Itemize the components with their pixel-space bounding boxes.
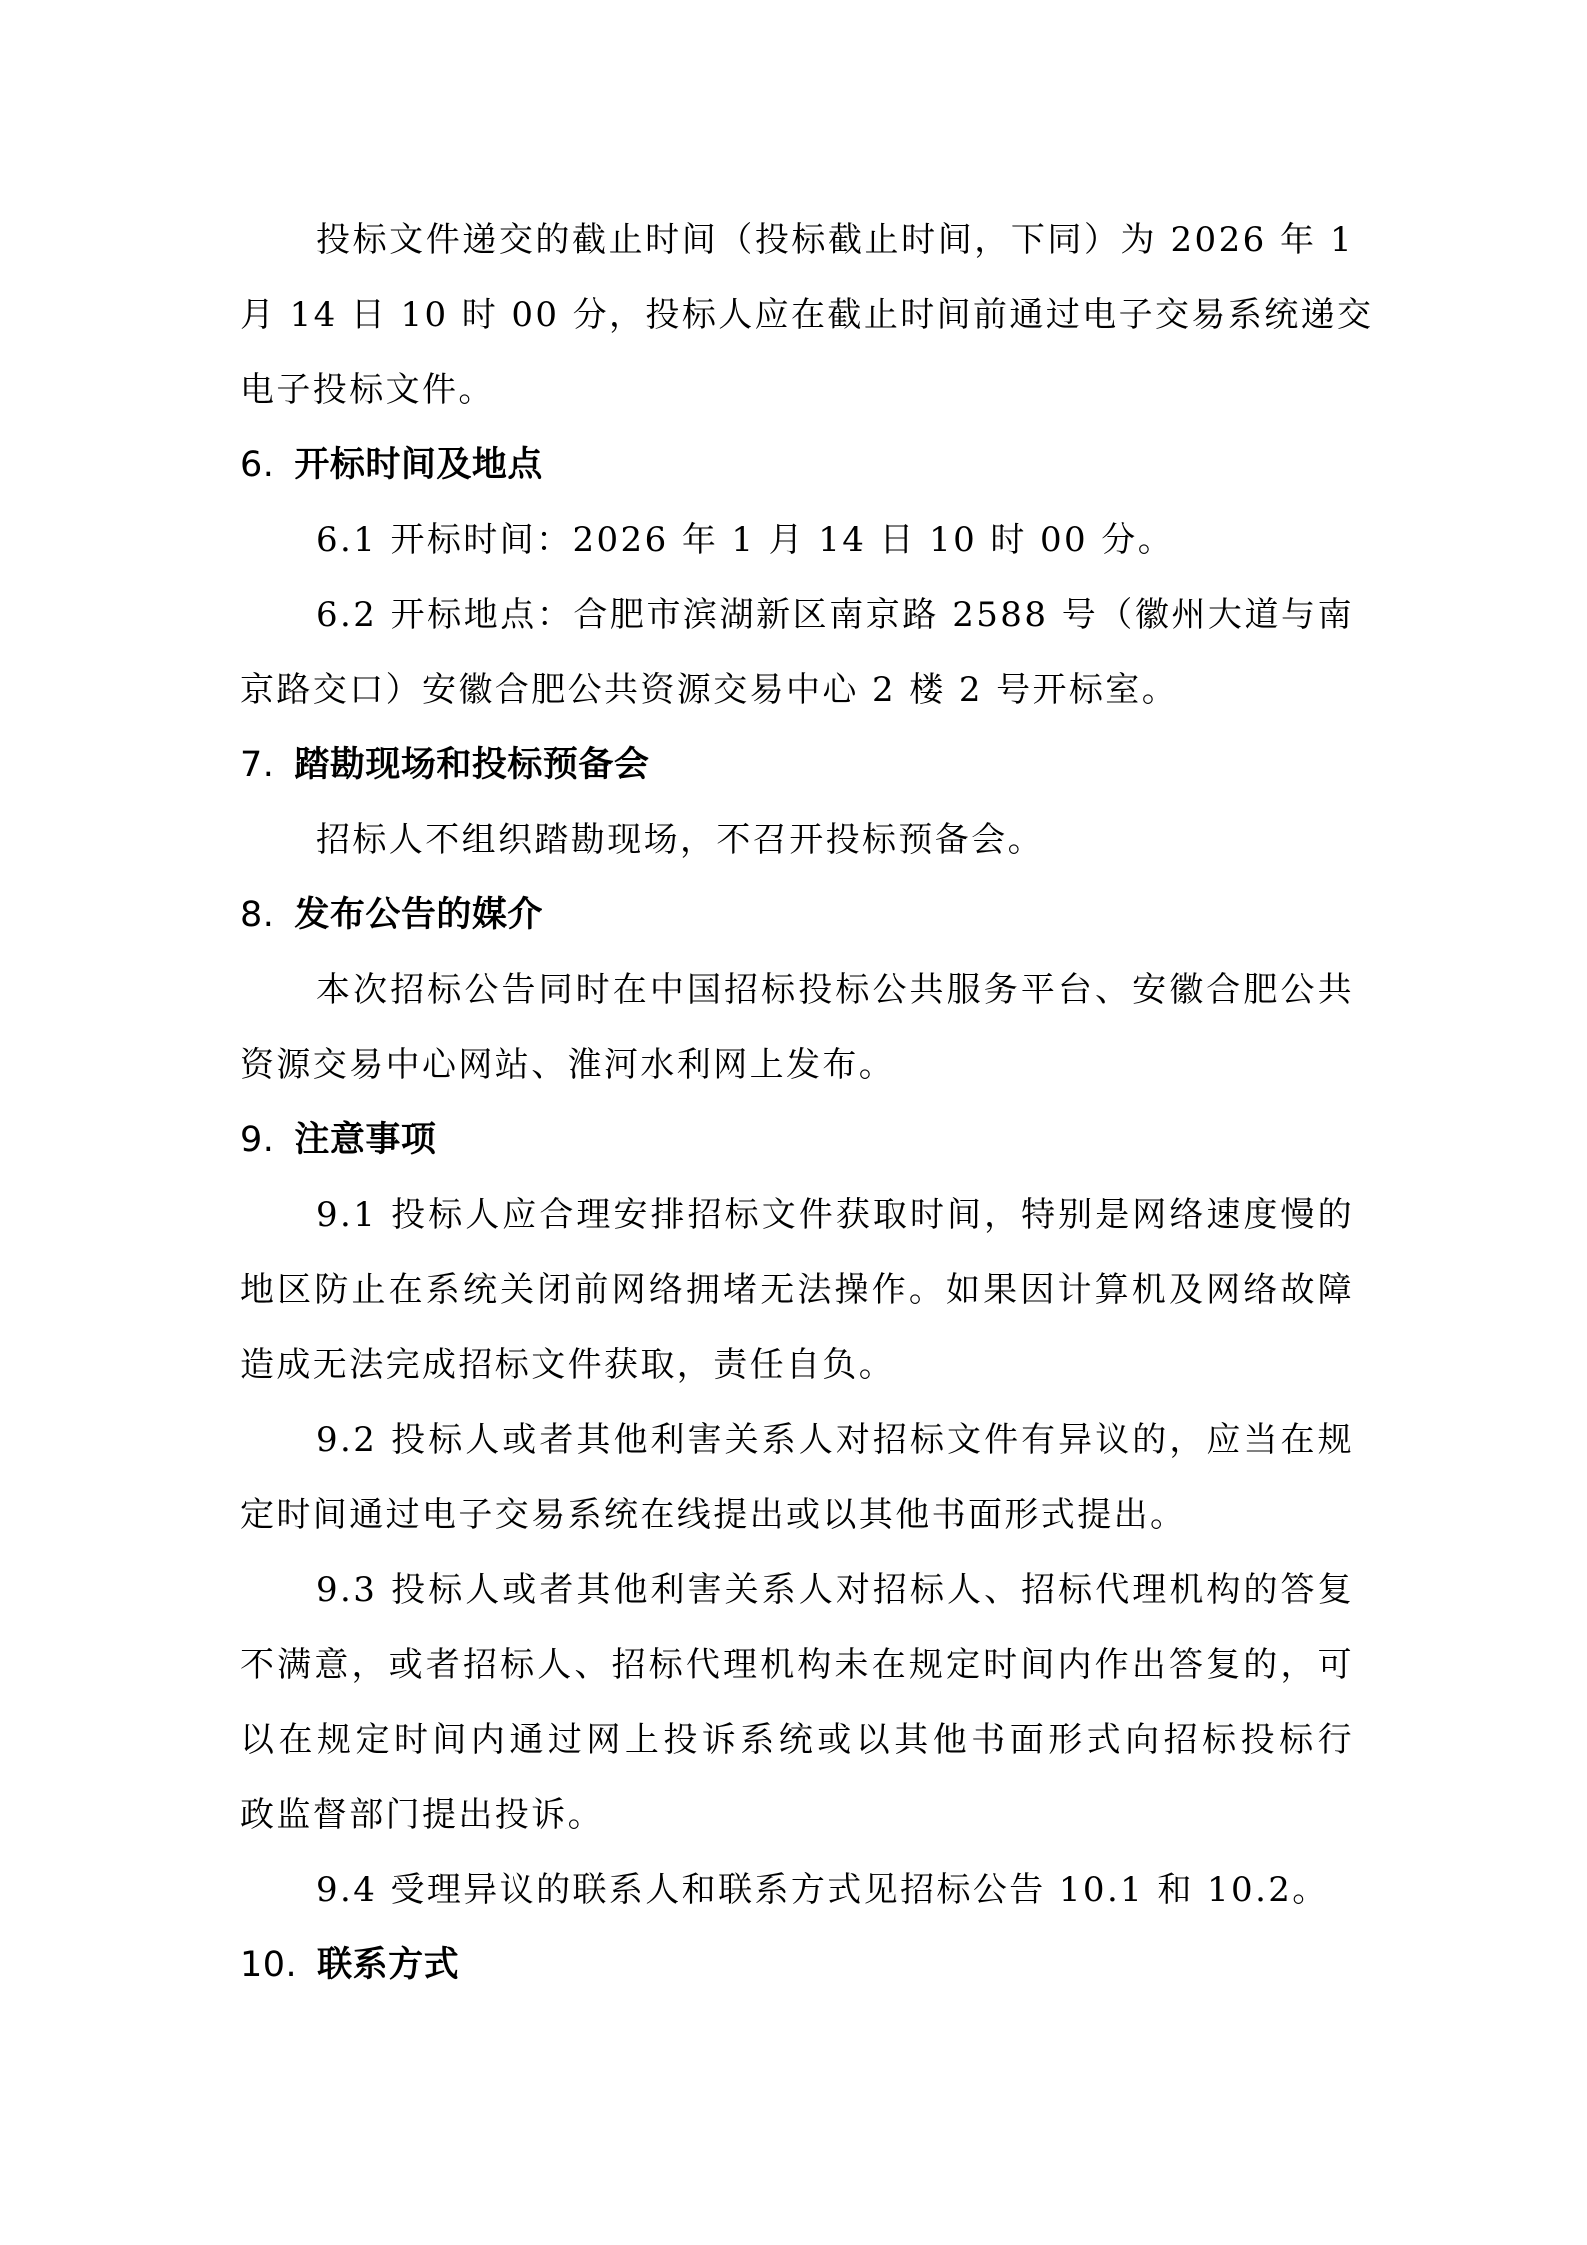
text-line: 造成无法完成招标文件获取，责任自负。 — [240, 1345, 896, 1385]
text-line: 9.2 投标人或者其他利害关系人对招标文件有异议的，应当在规 — [316, 1420, 1354, 1460]
text-line: 资源交易中心网站、淮河水利网上发布。 — [240, 1045, 896, 1085]
paragraph-note-9-1 — [240, 1183, 1354, 1408]
paragraph-bid-deadline — [240, 208, 1374, 433]
text-line: 地区防止在系统关闭前网络拥堵无法操作。如果因计算机及网络故障 — [240, 1270, 1354, 1310]
section-number: 10. — [240, 1945, 298, 1985]
text-line: 政监督部门提出投诉。 — [240, 1795, 604, 1835]
section-number: 9. — [240, 1120, 275, 1160]
text-line: 京路交口）安徽合肥公共资源交易中心 2 楼 2 号开标室。 — [240, 670, 1179, 710]
text-line: 定时间通过电子交易系统在线提出或以其他书面形式提出。 — [240, 1495, 1187, 1535]
document-body — [240, 208, 1374, 2008]
section-heading-9 — [240, 1108, 1354, 1183]
section-title: 发布公告的媒介 — [294, 895, 543, 935]
section-title: 踏勘现场和投标预备会 — [294, 745, 650, 785]
paragraph-note-9-2 — [240, 1408, 1354, 1558]
section-heading-7 — [240, 733, 1354, 808]
section-heading-8 — [240, 883, 1354, 958]
section-title: 注意事项 — [294, 1120, 437, 1160]
section-title: 联系方式 — [317, 1945, 460, 1985]
section-number: 7. — [240, 745, 275, 785]
text-line: 本次招标公告同时在中国招标投标公共服务平台、安徽合肥公共 — [316, 970, 1354, 1010]
text-line: 不满意，或者招标人、招标代理机构未在规定时间内作出答复的，可 — [240, 1645, 1354, 1685]
section-number: 6. — [240, 445, 275, 485]
paragraph-publication-media — [240, 958, 1354, 1108]
text-line: 9.3 投标人或者其他利害关系人对招标人、招标代理机构的答复 — [316, 1570, 1354, 1610]
paragraph-opening-location — [240, 583, 1354, 733]
text-line: 投标文件递交的截止时间（投标截止时间，下同）为 2026 年 1 — [316, 220, 1354, 260]
section-title: 开标时间及地点 — [294, 445, 543, 485]
section-number: 8. — [240, 895, 275, 935]
text-line: 月 14 日 10 时 00 分，投标人应在截止时间前通过电子交易系统递交 — [240, 295, 1374, 335]
paragraph-site-visit: 招标人不组织踏勘现场，不召开投标预备会。 — [316, 820, 1044, 860]
section-heading-10 — [240, 1933, 1354, 2008]
paragraph-opening-time: 6.1 开标时间：2026 年 1 月 14 日 10 时 00 分。 — [316, 520, 1175, 560]
paragraph-note-9-4: 9.4 受理异议的联系人和联系方式见招标公告 10.1 和 10.2。 — [316, 1870, 1329, 1910]
text-line: 9.1 投标人应合理安排招标文件获取时间，特别是网络速度慢的 — [316, 1195, 1354, 1235]
text-line: 电子投标文件。 — [240, 370, 495, 410]
text-line: 以在规定时间内通过网上投诉系统或以其他书面形式向招标投标行 — [240, 1720, 1354, 1760]
section-heading-6 — [240, 433, 1354, 508]
paragraph-note-9-3 — [240, 1558, 1354, 1858]
text-line: 6.2 开标地点：合肥市滨湖新区南京路 2588 号（徽州大道与南 — [316, 595, 1354, 635]
